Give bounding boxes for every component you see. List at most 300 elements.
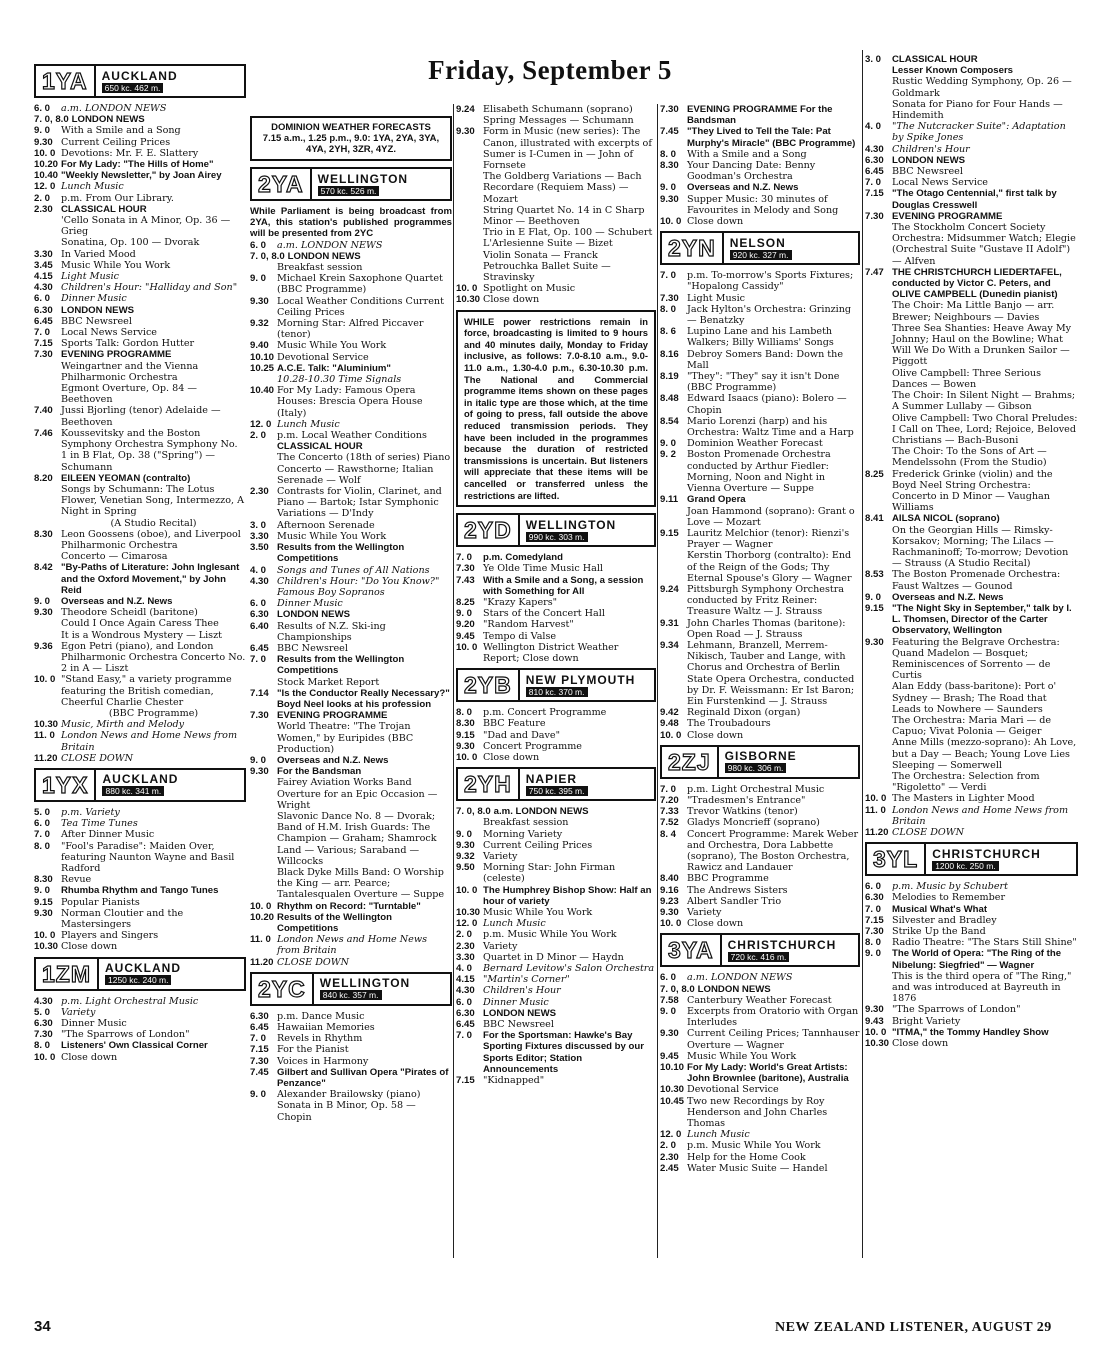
programme-title: Overseas and N.Z. News: [687, 182, 799, 194]
programme-title: p.m. Music by Schubert: [892, 881, 1008, 893]
station-call-sign: 2YH: [458, 769, 520, 799]
column-1: [34, 60, 246, 1063]
programme-time: 11.20: [865, 827, 889, 839]
programme-list: [250, 1011, 452, 1123]
programme-entry: [34, 125, 246, 136]
programme-title: Mario Lorenzi (harp) and his Orchestra: Waltz Time and a Harp: [687, 415, 854, 439]
programme-entry: [250, 1011, 452, 1022]
programme-time: 7.20: [660, 794, 679, 806]
programme-title: Current Ceiling Prices; Tannhauser Overture — Wagner: [687, 1028, 860, 1051]
programme-title: Dinner Music: [277, 598, 343, 610]
programme-entry: [34, 293, 246, 304]
programme-time: 4.30: [865, 143, 884, 155]
programme-time: 9.45: [660, 1050, 679, 1062]
programme-time: 10. 0: [250, 900, 272, 912]
programme-entry: [34, 137, 246, 148]
programme-time: 10. 0: [34, 147, 56, 159]
programme-entry: [865, 1027, 1078, 1038]
programme-title: Alan Eddy (bass-baritone): Port o' Sydney — Brash; The Road that Leads to Nowhere — Saunders: [892, 681, 1057, 715]
programme-entry: [660, 1152, 860, 1163]
programme-title: Edward Isaacs (piano): Bolero — Chopin: [687, 393, 847, 416]
programme-time: 8.20: [34, 472, 53, 484]
station-frequency: 840 kc. 357 m.: [320, 990, 382, 1000]
programme-time: 9.30: [250, 766, 269, 778]
programme-entry: [660, 806, 860, 817]
programme-time: 8. 0: [660, 148, 677, 160]
programme-time: 10.30: [660, 1084, 685, 1096]
programme-entry: [456, 730, 656, 741]
programme-time: 7.30: [34, 349, 53, 361]
programme-entry: [865, 926, 1078, 937]
column-4: [660, 104, 860, 1174]
programme-time: 10.40: [250, 385, 275, 397]
programme-time: 9. 0: [250, 754, 267, 766]
parliament-notice: While Parliament is being broadcast from 2YA, this station's published programmes will be presented from 2YC: [250, 206, 452, 240]
programme-entry: [660, 984, 860, 995]
programme-entry: [456, 631, 656, 642]
programme-time: 6. 0: [865, 881, 882, 893]
programme-title: Dinner Music: [61, 1018, 127, 1030]
programme-title: p.m. Music While You Work: [687, 1140, 821, 1152]
weather-forecast-box: [250, 116, 452, 161]
programme-title: Dinner Music: [61, 293, 127, 305]
programme-entry: [34, 1052, 246, 1063]
programme-entry: [250, 1089, 452, 1123]
programme-entry: [660, 885, 860, 896]
programme-title: Violin Sonata — Franck: [483, 249, 598, 261]
programme-title: Revels in Rhythm: [277, 1033, 363, 1045]
programme-title: a.m. LONDON NEWS: [61, 103, 167, 114]
programme-title: EVENING PROGRAMME: [277, 710, 388, 722]
station-frequency: 880 kc. 341 m.: [102, 786, 164, 796]
programme-entry: [456, 619, 656, 630]
programme-time: 9.30: [456, 126, 475, 138]
programme-entry: [34, 841, 246, 875]
programme-title: Rustic Wedding Symphony, Op. 26 — Goldmark: [892, 76, 1072, 99]
programme-title: p.m. Concert Programme: [483, 707, 607, 719]
station-call-sign: 2YD: [458, 515, 520, 545]
programme-title: Songs and Tunes of All Nations: [277, 564, 430, 576]
programme-time: 9.15: [456, 729, 475, 741]
programme-entry: [660, 438, 860, 449]
programme-time: 4. 0: [250, 564, 267, 576]
page-title: Friday, September 5: [428, 55, 672, 85]
programme-time: 8.25: [865, 468, 884, 480]
programme-title: "The Nutcracker Suite": Adaptation by Spike Jones: [892, 121, 1066, 144]
programme-entry: [250, 643, 452, 654]
programme-title: CLASSICAL HOUR: [61, 203, 147, 215]
programme-title: With a Smile and a Song: [687, 148, 807, 160]
programme-entry: [660, 1062, 860, 1084]
programme-title: The Orchestra: Maria Mari — de Capuo; Vivat Polonia — Geiger: [892, 714, 1052, 738]
programme-title: The Humphrey Bishop Show: Half an hour of variety: [483, 884, 652, 907]
programme-title: Recordare (Requiem Mass) — Mozart: [483, 182, 629, 205]
programme-time: 7.45: [250, 1066, 269, 1078]
programme-entry: [660, 618, 860, 640]
programme-entry: [456, 642, 656, 664]
station-call-sign: 1YX: [36, 770, 96, 800]
programme-title: Alexander Brailowsky (piano) Sonata in B Minor, Op. 58 — Chopin: [277, 1089, 421, 1123]
station-city: AUCKLAND: [105, 961, 181, 976]
programme-time: 9.31: [660, 617, 679, 629]
programme-title: (A Studio Recital): [110, 517, 197, 529]
station-call-sign: 3YL: [867, 844, 926, 874]
programme-title: Light Music: [61, 271, 120, 283]
programme-title: LONDON NEWS: [697, 983, 771, 995]
programme-time: 10. 0: [456, 884, 478, 896]
programme-entry: [250, 957, 452, 968]
programme-time: 8.30: [660, 160, 679, 172]
programme-time: 10. 0: [456, 283, 478, 295]
programme-title: "Tradesmen's Entrance": [687, 794, 806, 806]
programme-entry: [456, 985, 656, 996]
programme-title: The Choir: In Silent Night — Brahms; A Summer Lullaby — Gibson: [892, 390, 1076, 413]
programme-title: For My Lady: World's Great Artists: John Brownlee (baritone), Australia: [687, 1062, 849, 1085]
programme-entry: [250, 374, 452, 385]
programme-title: THE CHRISTCHURCH LIEDERTAFEL, conducted by Victor C. Peters, and OLIVE CAMPBELL (Dunedin pianist): [892, 266, 1062, 301]
station-frequency: 650 kc. 462 m.: [102, 83, 164, 93]
programme-entry: [865, 1038, 1078, 1049]
programme-entry: [456, 707, 656, 718]
programme-time: 10.10: [250, 351, 275, 363]
programme-time: 3.45: [34, 259, 53, 271]
programme-entry: [250, 901, 452, 912]
programme-title: Close down: [61, 941, 118, 953]
programme-entry: [456, 885, 656, 907]
programme-title: It is a Wondrous Mystery — Liszt: [61, 629, 222, 641]
programme-time: 10. 0: [34, 930, 56, 942]
station-header-2ya: [250, 167, 452, 201]
programme-title: Results of N.Z. Ski-ing Championships: [277, 620, 386, 643]
programme-title: p.m. Variety: [61, 806, 120, 818]
programme-entry: [865, 446, 1078, 468]
programme-title: The Stockholm Concert Society Orchestra: Midsummer Watch; Elegie (Orchestral Suite "Gustave II Adolf") — Alfven: [892, 222, 1076, 267]
programme-entry: [660, 1096, 860, 1130]
programme-entry: [456, 104, 656, 126]
programme-entry: [865, 469, 1078, 514]
programme-entry: [456, 238, 656, 249]
programme-time: 8.40: [660, 873, 679, 885]
station-call-sign: 1ZM: [36, 959, 99, 989]
programme-entry: [660, 182, 860, 193]
programme-title: A.C.E. Talk: "Aluminium": [277, 362, 391, 374]
programme-title: CLOSE DOWN: [61, 752, 134, 764]
programme-title: Players and Singers: [61, 930, 159, 942]
programme-time: 8.41: [865, 513, 884, 525]
programme-title: AILSA NICOL (soprano): [892, 513, 1000, 525]
programme-time: 9.30: [865, 1004, 884, 1016]
programme-title: Wellington District Weather Report; Close down: [483, 641, 619, 664]
programme-time: 11.20: [250, 956, 274, 968]
programme-time: 7. 0, 8.0: [456, 806, 491, 818]
programme-list: [660, 104, 860, 227]
programme-title: Stars of the Concert Hall: [483, 608, 605, 620]
programme-time: 8.25: [456, 596, 475, 608]
weather-box-title: DOMINION WEATHER FORECASTS: [271, 122, 431, 133]
programme-title: Featuring the Belgrave Orchestra: Quand Madelon — Bosquet; Reminiscences of Sorrento — de Curtis: [892, 636, 1060, 682]
programme-title: Musical What's What: [892, 903, 988, 915]
station-city: WELLINGTON: [317, 171, 409, 186]
programme-entry: [34, 1018, 246, 1029]
programme-entry: [865, 681, 1078, 715]
programme-time: 7. 0: [865, 903, 882, 915]
programme-entry: [250, 441, 452, 452]
programme-entry: [660, 873, 860, 884]
programme-entry: [34, 719, 246, 730]
programme-time: 9.30: [34, 607, 53, 619]
programme-title: John Charles Thomas (baritone): Open Road — J. Strauss: [687, 617, 846, 640]
programme-title: For the Pianist: [277, 1044, 349, 1056]
programme-time: 6.30: [34, 304, 53, 316]
programme-entry: [34, 361, 246, 383]
station-frequency: 1200 kc. 250 m.: [932, 861, 998, 871]
programme-entry: [456, 283, 656, 294]
programme-title: Music, Mirth and Melody: [61, 719, 185, 731]
programme-entry: [865, 166, 1078, 177]
station-city: GISBORNE: [724, 749, 797, 764]
power-restrictions-notice: WHILE power restrictions remain in force, broadcasting is limited to 9 hours and 40 minutes daily, Monday to Friday inclusive, as follows: 7.0-8.10 a.m., 9.0-11.0 a.m., 1.30-4.0 p.m., 6.30-10.30 p.m. The National and Commercial programme items shown on these pages in italic type are those which, at the time of going to press, fall outside the above reduced transmission periods. They have been included in the programmes because the duration of restricted transmissions is uncertain. But listeners will appreciate that these items will be cancelled or transferred unless the restrictions are lifted.: [456, 310, 656, 508]
station-city: NAPIER: [525, 771, 578, 786]
programme-time: 9. 0: [660, 438, 677, 450]
programme-entry: [250, 542, 452, 564]
programme-title: LONDON NEWS: [483, 1007, 557, 1019]
programme-time: 6. 0: [456, 996, 473, 1008]
programme-title: Bernard Levitow's Salon Orchestra: [483, 963, 655, 975]
programme-time: 7. 0: [865, 177, 882, 189]
programme-entry: [660, 972, 860, 983]
programme-entry: [660, 640, 860, 707]
programme-time: 9. 0: [250, 273, 267, 285]
programme-entry: [250, 1033, 452, 1044]
programme-title: String Quartet No. 14 in C Sharp Minor — Beethoven: [483, 204, 645, 228]
programme-entry: [660, 449, 860, 494]
programme-entry: [456, 963, 656, 974]
station-call-sign: 2YN: [662, 233, 724, 263]
programme-title: Lesser Known Composers: [892, 65, 1014, 77]
programme-entry: [865, 99, 1078, 121]
programme-entry: [660, 160, 860, 182]
station-header-3yl: [865, 842, 1078, 876]
programme-entry: [865, 737, 1078, 771]
programme-time: 9. 0: [865, 591, 882, 603]
programme-time: 9.43: [865, 1015, 884, 1027]
programme-entry: [34, 708, 246, 719]
programme-title: Elisabeth Schumann (soprano) Spring Messages — Schumann: [483, 104, 634, 127]
programme-title: EILEEN YEOMAN (contralto): [61, 472, 191, 484]
programme-entry: [865, 715, 1078, 737]
programme-entry: [660, 584, 860, 618]
station-city: WELLINGTON: [525, 517, 617, 532]
programme-entry: [865, 1004, 1078, 1015]
programme-title: This is the third opera of "The Ring," and was introduced at Bayreuth in 1876: [892, 970, 1072, 1005]
programme-entry: [865, 603, 1078, 637]
programme-entry: [34, 908, 246, 930]
programme-time: 6. 0: [34, 103, 51, 114]
programme-time: 9.48: [660, 718, 679, 730]
programme-time: 10. 0: [456, 641, 478, 653]
programme-title: For My Lady: Famous Opera Houses: Brescia Opera House (Italy): [277, 385, 423, 419]
programme-title: Spotlight on Music: [483, 283, 576, 295]
programme-time: 8. 0: [865, 937, 882, 949]
programme-entry: [660, 718, 860, 729]
programme-list: [34, 103, 246, 764]
programme-time: 3. 0: [865, 54, 882, 65]
programme-entry: [250, 352, 452, 363]
programme-time: 11. 0: [34, 730, 55, 742]
programme-title: p.m. Comedyland: [483, 552, 563, 564]
programme-time: 9.15: [865, 602, 884, 614]
programme-time: 3.30: [34, 248, 53, 260]
station-frequency: 920 kc. 327 m.: [730, 250, 792, 260]
programme-entry: [34, 260, 246, 271]
programme-title: "Weekly Newsletter," by Joan Airey: [61, 170, 222, 182]
programme-title: Music While You Work: [687, 1050, 797, 1062]
programme-entry: [865, 54, 1078, 65]
programme-title: Boston Promenade Orchestra conducted by Arthur Fiedler: Morning, Noon and Night in Vienna Overture — Suppe: [687, 449, 831, 495]
programme-entry: [865, 211, 1078, 222]
programme-entry: [865, 904, 1078, 915]
programme-time: 12. 0: [250, 418, 272, 430]
programme-title: Contrasts for Violin, Clarinet, and Piano — Bartok; Istar Symphonic Variations — D'Indy: [277, 486, 442, 520]
programme-title: Joan Hammond (soprano): Grant o Love — Mozart: [687, 505, 855, 528]
programme-title: Variety: [687, 907, 722, 918]
programme-entry: [456, 741, 656, 752]
programme-list: [456, 707, 656, 763]
programme-time: 10.30: [456, 907, 481, 919]
programme-time: 10. 0: [660, 729, 682, 741]
programme-entry: [660, 1028, 860, 1050]
programme-entry: [660, 995, 860, 1006]
programme-time: 8.30: [34, 874, 53, 886]
programme-title: The Boston Promenade Orchestra: Faust Waltzes — Gounod: [892, 569, 1061, 592]
station-call-sign: 2YA: [252, 169, 312, 199]
programme-time: 9.30: [34, 136, 53, 148]
programme-entry: [865, 569, 1078, 591]
programme-entry: [456, 929, 656, 940]
programme-title: World Theatre: "The Trojan Women," by Euripides (BBC Production): [277, 721, 414, 755]
programme-title: London News and Home News from Britain: [61, 730, 238, 753]
programme-title: Sonata for Piano for Four Hands — Hindemith: [892, 98, 1063, 122]
programme-title: Silvester and Bradley: [892, 914, 997, 926]
programme-entry: [660, 216, 860, 227]
programme-entry: [34, 215, 246, 237]
programme-title: Sonatina, Op. 100 — Dvorak: [61, 237, 200, 249]
programme-entry: [456, 563, 656, 574]
programme-entry: [865, 267, 1078, 301]
programme-entry: [660, 304, 860, 326]
programme-entry: [34, 596, 246, 607]
programme-title: Results from the Wellington Competitions: [277, 542, 405, 565]
programme-title: "Random Harvest": [483, 619, 574, 631]
programme-time: 9.23: [660, 895, 679, 907]
station-header-1zm: [34, 957, 246, 991]
programme-title: For My Lady: "The Hills of Home": [61, 159, 214, 171]
programme-time: 7. 0: [456, 1030, 473, 1042]
programme-entry: [865, 177, 1078, 188]
programme-entry: [865, 155, 1078, 166]
programme-title: Breakfast session: [277, 262, 363, 274]
programme-entry: [660, 416, 860, 438]
programme-time: 9. 0: [34, 885, 51, 897]
programme-entry: [456, 1075, 656, 1086]
programme-time: 9. 0: [456, 828, 473, 840]
programme-time: 9.30: [456, 740, 475, 752]
page-number: 34: [34, 1318, 51, 1335]
programme-title: Radio Theatre: "The Stars Still Shine": [892, 937, 1077, 949]
programme-time: 9. 0: [456, 608, 473, 620]
station-city: NELSON: [729, 235, 786, 250]
programme-title: Supper Music: 30 minutes of Favourites in Melody and Song: [687, 193, 839, 216]
programme-title: Dominion Weather Forecast: [687, 438, 823, 450]
programme-time: 9.15: [660, 527, 679, 539]
programme-entry: [250, 486, 452, 520]
programme-time: 9.30: [660, 907, 679, 918]
programme-entry: [34, 607, 246, 618]
programme-title: CLOSE DOWN: [892, 827, 965, 839]
programme-title: Children's Hour: [892, 143, 970, 155]
programme-title: Fairey Aviation Works Band Overture for an Epic Occasion — Wright: [277, 777, 438, 811]
programme-title: Lunch Music: [61, 181, 124, 193]
programme-time: 7.14: [250, 687, 269, 699]
programme-entry: [660, 1051, 860, 1062]
programme-title: BBC Newsreel: [483, 1019, 554, 1031]
programme-time: 6.30: [250, 609, 269, 621]
programme-time: 8.48: [660, 393, 679, 405]
programme-entry: [250, 766, 452, 777]
programme-entry: [250, 867, 452, 901]
programme-time: 9.30: [660, 1028, 679, 1040]
programme-title: Light Music: [687, 292, 746, 304]
programme-title: LONDON NEWS: [287, 250, 361, 262]
programme-entry: [34, 529, 246, 551]
programme-title: EVENING PROGRAMME: [892, 210, 1003, 222]
programme-time: 7.30: [34, 1029, 53, 1041]
station-city: CHRISTCHURCH: [727, 937, 837, 952]
programme-entry: [250, 1044, 452, 1055]
programme-title: Local News Service: [61, 327, 157, 339]
programme-time: 7.45: [660, 126, 679, 138]
programme-entry: [865, 525, 1078, 570]
programme-entry: [250, 385, 452, 419]
programme-time: 9.42: [660, 707, 679, 719]
programme-entry: [34, 551, 246, 562]
station-frequency: 810 kc. 370 m.: [526, 687, 588, 697]
programme-time: 9.24: [456, 104, 475, 115]
programme-entry: [34, 103, 246, 114]
programme-time: 10.45: [660, 1095, 685, 1107]
programme-entry: [660, 1084, 860, 1095]
programme-list: [660, 270, 860, 741]
programme-entry: [34, 249, 246, 260]
programme-entry: [865, 323, 1078, 368]
programme-entry: [456, 817, 656, 828]
programme-entry: [660, 506, 860, 528]
programme-entry: [34, 562, 246, 596]
programme-entry: [456, 608, 656, 619]
programme-entry: [660, 293, 860, 304]
programme-title: "The Night Sky in September," talk by I. L. Thomsen, Director of the Carter Observatory, Wellington: [892, 602, 1072, 637]
weather-box-times: 7.15 a.m., 1.25 p.m., 9.0: 1YA, 2YA, 3YA, 4YA, 2YH, 3ZR, 4YZ.: [262, 133, 440, 155]
programme-time: 3. 0: [250, 519, 267, 531]
programme-title: Close down: [483, 752, 540, 763]
programme-entry: [660, 349, 860, 371]
programme-entry: [865, 771, 1078, 793]
programme-time: 9. 0: [865, 948, 882, 960]
programme-time: 6.30: [34, 1018, 53, 1030]
programme-entry: [250, 934, 452, 956]
programme-title: Morning Star: John Firman (celeste): [483, 862, 616, 885]
programme-entry: [865, 592, 1078, 603]
